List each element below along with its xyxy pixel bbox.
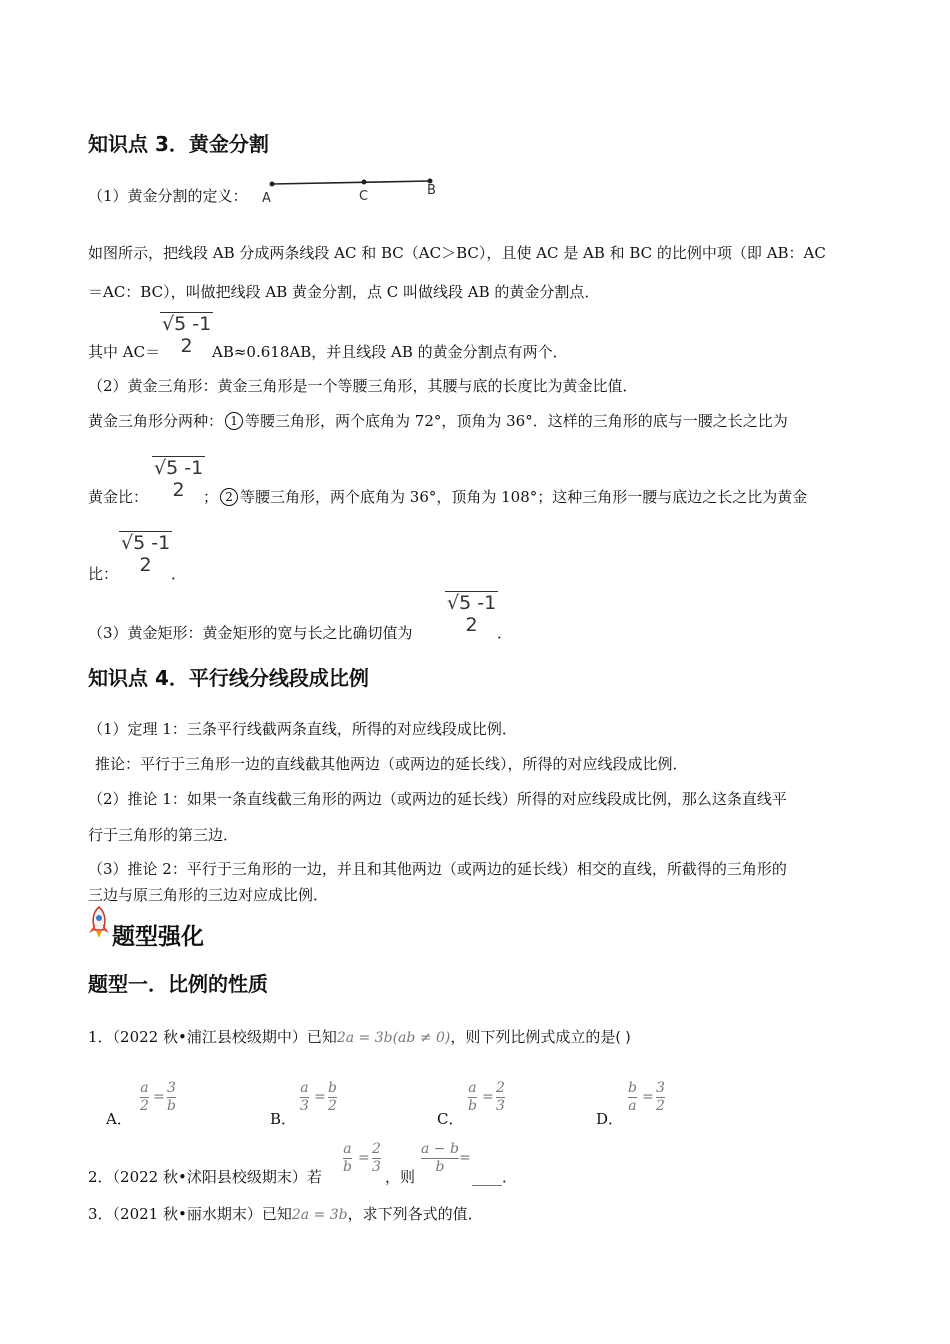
option-d-frac-right[interactable]: 3 2	[656, 1080, 665, 1114]
option-a-frac-left[interactable]: a 2	[140, 1080, 149, 1114]
option-d-frac-left[interactable]: b a	[628, 1080, 637, 1114]
corollary-2-line-2: 三边与原三角形的三边对应成比例．	[88, 886, 329, 904]
label-b: B	[427, 183, 436, 198]
q2-answer-blank[interactable]: ____．	[472, 1168, 518, 1186]
option-b-frac-left[interactable]: a 3	[300, 1080, 309, 1114]
corollary-1-line-2: 行于三角形的第三边．	[88, 826, 239, 844]
option-a-label[interactable]: A．	[106, 1110, 132, 1128]
option-b-frac-right[interactable]: b 2	[328, 1080, 337, 1114]
option-a-frac-right[interactable]: 3 b	[167, 1080, 176, 1114]
point-c	[362, 180, 367, 185]
label-c: C	[359, 189, 369, 204]
q2-given-frac-right: 2 3	[372, 1141, 381, 1175]
option-c-label[interactable]: C．	[437, 1110, 464, 1128]
circled-number-2: 2	[220, 488, 238, 506]
golden-section-diagram	[258, 172, 448, 208]
section-3-title: 知识点 3．黄金分割	[88, 132, 269, 156]
rocket-icon	[86, 905, 112, 939]
golden-rectangle-definition: （3）黄金矩形：黄金矩形的宽与长之比确切值为	[88, 624, 413, 642]
option-d-label[interactable]: D．	[596, 1110, 624, 1128]
period: ．	[171, 565, 187, 583]
golden-section-definition-label: （1）黄金分割的定义：	[88, 187, 248, 205]
question-3-stem: 3．（2021 秋•丽水期末）已知2a = 3b，求下列各式的值．	[88, 1205, 483, 1223]
theorem-1: （1）定理 1：三条平行线截两条直线，所得的对应线段成比例．	[88, 720, 517, 738]
q2-then: ，则	[385, 1168, 416, 1186]
golden-triangle-types-line: 黄金三角形分两种： 1 等腰三角形，两个底角为 72°，顶角为 36°．这样的三角形的底与一腰之长之比为	[88, 412, 788, 430]
corollary: 推论：平行于三角形一边的直线截其他两边（或两边的延长线），所得的对应线段成比例．	[95, 755, 688, 773]
question-2-stem: 2．（2022 秋•沭阳县校级期末）若	[88, 1168, 322, 1186]
q2-given-frac-left: a b	[343, 1141, 352, 1175]
option-c-frac-left[interactable]: a b	[468, 1080, 477, 1114]
option-b-label[interactable]: B．	[270, 1110, 297, 1128]
q2-asked-frac: a − b b	[421, 1141, 459, 1175]
definition-line-2: ＝AC：BC），叫做把线段 AB 黄金分割，点 C 叫做线段 AB 的黄金分割点．	[88, 283, 600, 301]
option-c-frac-right[interactable]: 2 3	[496, 1080, 505, 1114]
golden-ratio-label-3: 比：	[88, 565, 119, 583]
segment-ab	[272, 181, 430, 184]
q3-formula: 2a = 3b	[291, 1207, 348, 1223]
type-1-title: 题型一．比例的性质	[88, 972, 268, 996]
ac-expression-post: AB≈0.618AB，并且线段 AB 的黄金分割点有两个．	[212, 343, 568, 361]
strengthen-title: 题型强化	[112, 924, 204, 950]
corollary-2-line-1: （3）推论 2：平行于三角形的一边，并且和其他两边（或两边的延长线）相交的直线，所截得的三角形的	[88, 860, 787, 878]
period: ．	[497, 624, 513, 642]
ac-expression-pre: 其中 AC＝	[88, 343, 161, 361]
label-a: A	[262, 191, 271, 206]
golden-ratio-fraction-4: √5 -1 2	[447, 592, 497, 636]
circled-number-1: 1	[225, 412, 243, 430]
golden-triangle-definition: （2）黄金三角形：黄金三角形是一个等腰三角形，其腰与底的长度比为黄金比值．	[88, 377, 638, 395]
section-4-title: 知识点 4．平行线分线段成比例	[88, 666, 369, 690]
golden-ratio-fraction-2: √5 -1 2	[154, 457, 204, 501]
fraction-denominator: 2	[180, 335, 193, 357]
fraction-numerator: √5 -1	[162, 313, 212, 335]
golden-ratio-fraction-1	[160, 313, 213, 357]
definition-line-1: 如图所示，把线段 AB 分成两条线段 AC 和 BC（AC＞BC），且使 AC 是 AB 和 BC 的比例中项（即 AB：AC	[88, 244, 826, 262]
corollary-1-line-1: （2）推论 1：如果一条直线截三角形的两边（或两边的延长线）所得的对应线段成比例，那么这条直线平	[88, 790, 787, 808]
point-a	[270, 182, 275, 187]
golden-ratio-fraction-3: √5 -1 2	[121, 532, 171, 576]
question-1-stem: 1．（2022 秋•浦江县校级期中）已知2a = 3b(ab ≠ 0)，则下列比例式成立的是( )	[88, 1028, 631, 1046]
q1-formula: 2a = 3b(ab ≠ 0)	[336, 1030, 451, 1046]
golden-ratio-label-2: 黄金比：	[88, 488, 149, 506]
second-triangle-type-line: ； 2 等腰三角形，两个底角为 36°，顶角为 108°；这种三角形一腰与底边之长之比为黄金	[203, 488, 808, 506]
